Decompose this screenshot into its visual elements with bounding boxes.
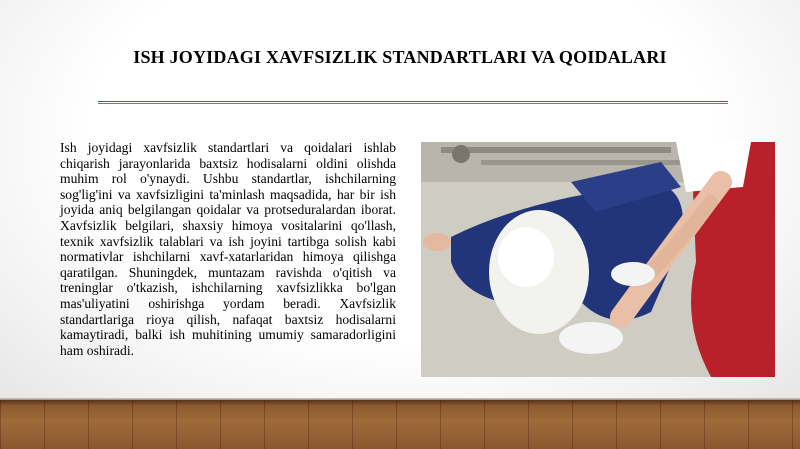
slide-body-text: Ish joyidagi xavfsizlik standartlari va qoidalari ishlab chiqarish jarayonlarida baxtsiz hodisalarni oldini olishda muhim rol o'ynaydi. Ushbu standartlar, ishchilarning sog'lig'ini va xavfsizligini ta'minlash maqsadida, har bir ish joyida aniq belgilangan qoidalar va protseduralardan iborat. Xavfsizlik belgilari, shaxsiy himoya vositalarini qo'llash, texnik xavfsizlik talablari va ish joyini tartibga solish kabi normativlar ishchilarni xavf-xatarlaridan himoya qilishga qaratilgan. Shuningdek, muntazam ravishda o'qitish va treninglar o'tkazish, ishchilarning xavfsizlikka bo'lgan mas'uliyatini oshirishga yordam beradi. Xavfsizlik standartlariga rioya qilish, nafaqat baxtsiz hodisalarni kamaytiradi, balki ish muhitining umumiy samaradorligini ham oshiradi. xyxy=(60,140,396,358)
title-divider xyxy=(98,101,728,104)
photo-illustration xyxy=(421,142,775,377)
slide-title: ISH JOYIDAGI XAVFSIZLIK STANDARTLARI VA QOIDALARI xyxy=(133,47,667,67)
injured-worker-photo xyxy=(421,142,775,377)
wooden-floor xyxy=(0,400,800,449)
